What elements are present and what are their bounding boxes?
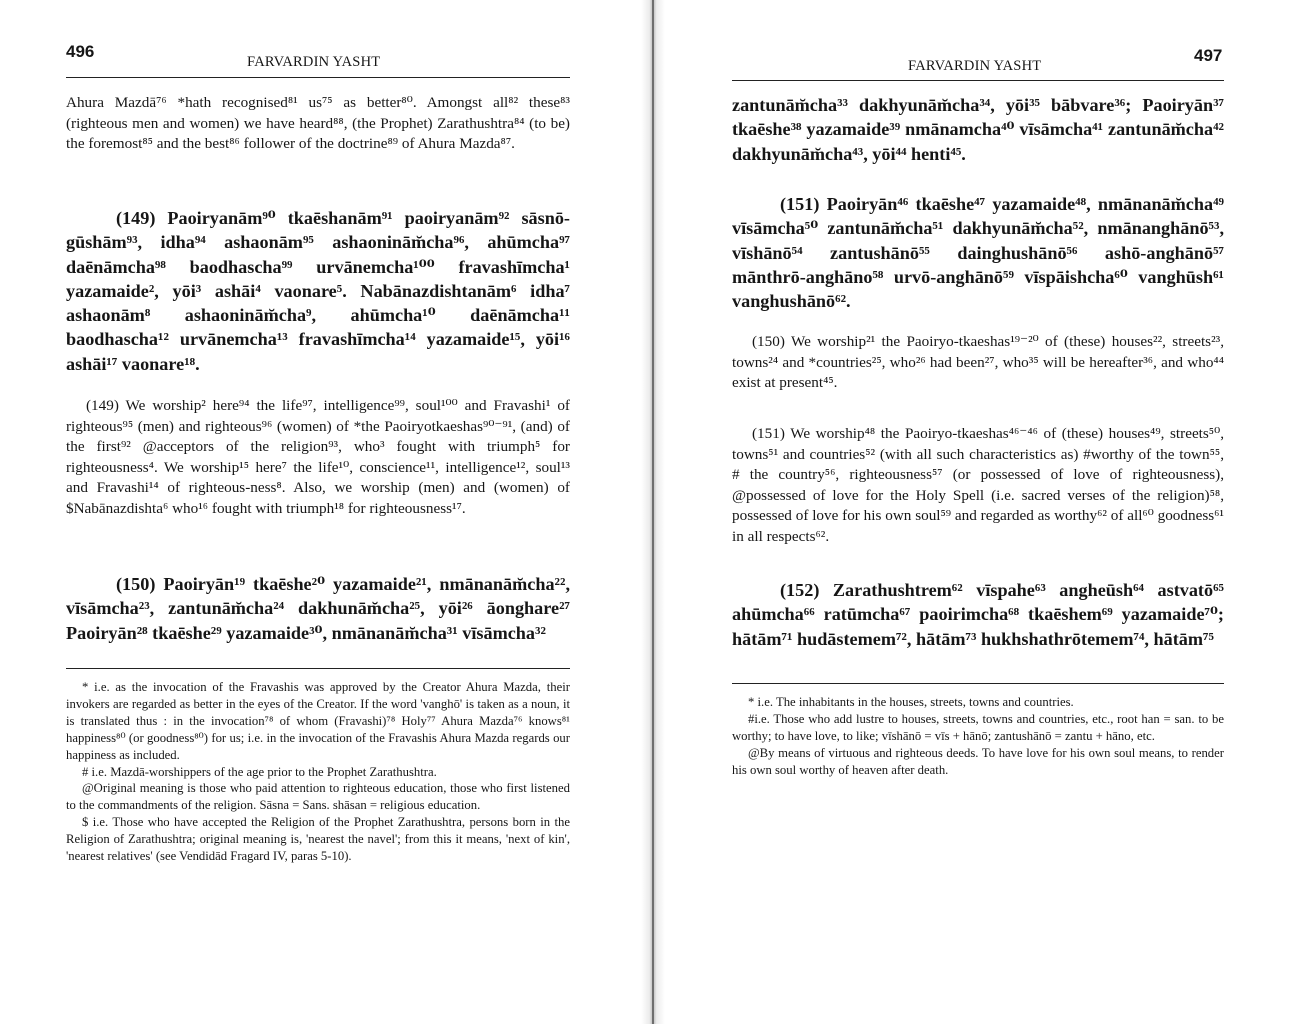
- running-head: FARVARDIN YASHT: [908, 58, 1042, 74]
- footnotes: [732, 694, 1224, 779]
- footnote: $ i.e. Those who have accepted the Religion of the Prophet Zarathushtra, persons born in the Religion of Zarathushtra; original meaning is, 'nearest the navel'; from this it means, 'next of kin', 'nearest relatives' (see Vendidād Fragard IV, paras 5-10).: [66, 815, 570, 864]
- page-number: 497: [1194, 46, 1223, 65]
- footnote-rule: [66, 668, 570, 669]
- header-rule: [732, 80, 1224, 81]
- gutter-fold-line: [652, 0, 654, 1024]
- translation-151: (151) We worship⁴⁸ the Paoiryo-tkaeshas⁴⁶⁻⁴⁶ of (these) houses⁴⁹, streets⁵⁰, towns⁵¹ and countries⁵² (with all such characteristics as) #worthy of the town⁵⁵, # the country⁵⁶, righteousness⁵⁷ (or possessed of love of righteousness), @possessed of love for the Holy Spell (i.e. sacred verses of the religion)⁵⁸, possessed of love for his own soul⁵⁹ and regarded as worthy⁶² of all⁶⁰ goodness⁶¹ in all respects⁶².: [732, 425, 1224, 545]
- translation-149: (149) We worship² here⁹⁴ the life⁹⁷, intelligence⁹⁹, soul¹⁰⁰ and Fravashi¹ of righteous⁹⁵ (men) and righteous⁹⁶ (women) of *the Paoiryotkaeshas⁹⁰⁻⁹¹, (and) of the first⁹² @acceptors of the religion⁹³, who³ fought with triumph⁵ for righteousness⁴. We worship¹⁵ here⁷ the life¹⁰, conscience¹¹, intelligence¹², soul¹³ and Fravashi¹⁴ of righteous-ness⁸. Also, we worship (men) and (women) of $Nabānazdishta⁶ who¹⁶ fought with triumph¹⁸ for righteousness¹⁷.: [66, 397, 570, 517]
- right-page: [660, 0, 1316, 1024]
- left-page: [0, 0, 648, 1024]
- footnote: # i.e. Mazdā-worshippers of the age prior to the Prophet Zarathushtra.: [82, 764, 437, 779]
- avestan-verse-151: (151) Paoiryān⁴⁶ tkaēshe⁴⁷ yazamaide⁴⁸, nmānanām̆cha⁴⁹ vīsāmcha⁵⁰ zantunām̆cha⁵¹ dakhyunām̆cha⁵², nmānanghānō⁵³, vīshānō⁵⁴ zantushānō⁵⁵ dainghushānō⁵⁶ ashō-anghānō⁵⁷ mānthrō-anghāno⁵⁸ urvō-anghānō⁵⁹ vīspāishcha⁶⁰ vanghūsh⁶¹ vanghushānō⁶².: [732, 194, 1224, 312]
- footnotes: [66, 679, 570, 865]
- footnote-rule: [732, 683, 1224, 684]
- translation-150: (150) We worship²¹ the Paoiryo-tkaeshas¹⁹⁻²⁰ of (these) houses²², streets²³, towns²⁴ and *countries²⁵, who²⁶ had been²⁷, who³⁵ will be hereafter³⁶, and who⁴⁴ exist at present⁴⁵.: [732, 333, 1224, 392]
- paragraph-intro: Ahura Mazdā⁷⁶ *hath recognised⁸¹ us⁷⁵ as better⁸⁰. Amongst all⁸² these⁸³ (righteous men and women) we have heard⁸⁸, (the Prophet) Zarathushtra⁸⁴ (to be) the foremost⁸⁵ and the best⁸⁶ follower of the doctrine⁸⁹ of Ahura Mazda⁸⁷.: [66, 94, 570, 153]
- footnote: * i.e. as the invocation of the Fravashis was approved by the Creator Ahura Mazda, their invokers are regarded as better in the eyes of the Creator. If the word 'vanghō' is taken as a noun, it is translated thus : in the invocation⁷⁸ of whom (Fravashi)⁷⁸ Holy⁷⁷ Ahura Mazda⁷⁶ knows⁸¹ happiness⁸⁰ (or goodness⁸⁰) for us; i.e. in the invocation of the Fravashis Ahura Mazda regards our happiness as included.: [66, 680, 570, 762]
- footnote: @Original meaning is those who paid attention to righteous education, those who first listened to the commandments of the religion. Sāsna = Sans. shāsan = religious education.: [66, 781, 570, 813]
- footnote: @By means of virtuous and righteous deeds. To have love for his own soul means, to render his own soul worthy of heaven after death.: [732, 745, 1224, 777]
- header-rule: [66, 77, 570, 78]
- avestan-verse-152: (152) Zarathushtrem⁶² vīspahe⁶³ angheūsh⁶⁴ astvatō⁶⁵ ahūmcha⁶⁶ ratūmcha⁶⁷ paoirimcha⁶⁸ tkaēshem⁶⁹ yazamaide⁷⁰; hātām⁷¹ hudāstemem⁷², hātām⁷³ hukhshathrōtemem⁷⁴, hātām⁷⁵: [732, 580, 1224, 649]
- avestan-verse-150: (150) Paoiryān¹⁹ tkaēshe²⁰ yazamaide²¹, nmānanām̆cha²², vīsāmcha²³, zantunām̆cha²⁴ dakhunām̆cha²⁵, yōi²⁶ āonghare²⁷ Paoiryān²⁸ tkaēshe²⁹ yazamaide³⁰, nmānanām̆cha³¹ vīsāmcha³²: [66, 574, 570, 643]
- footnote: * i.e. The inhabitants in the houses, streets, towns and countries.: [748, 695, 1074, 709]
- footnote: #i.e. Those who add lustre to houses, streets, towns and countries, etc., root han = san. to be worthy; to have love, to like; vīshānō = vīs + hānō; zantushānō = zantu + hāno, etc.: [732, 711, 1224, 743]
- running-head: FARVARDIN YASHT: [247, 54, 381, 70]
- avestan-verse-150-continued: zantunām̆cha³³ dakhyunām̆cha³⁴, yōi³⁵ bābvare³⁶; Paoiryān³⁷ tkaēshe³⁸ yazamaide³⁹ nmānamcha⁴⁰ vīsāmcha⁴¹ zantunām̆cha⁴² dakhyunām̆cha⁴³, yōi⁴⁴ henti⁴⁵.: [732, 95, 1224, 164]
- avestan-verse-149: (149) Paoiryanām⁹⁰ tkaēshanām⁹¹ paoiryanām⁹² sāsnō-gūshām⁹³, idha⁹⁴ ashaonām⁹⁵ ashaoninām̆cha⁹⁶, ahūmcha⁹⁷ daēnāmcha⁹⁸ baodhascha⁹⁹ urvānemcha¹⁰⁰ fravashīmcha¹ yazamaide², yōi³ ashāi⁴ vaonare⁵. Nabānazdishtanām⁶ idha⁷ ashaonām⁸ ashaoninām̆cha⁹, ahūmcha¹⁰ daēnāmcha¹¹ baodhascha¹² urvānemcha¹³ fravashīmcha¹⁴ yazamaide¹⁵, yōi¹⁶ ashāi¹⁷ vaonare¹⁸.: [66, 208, 570, 374]
- page-number: 496: [66, 42, 95, 61]
